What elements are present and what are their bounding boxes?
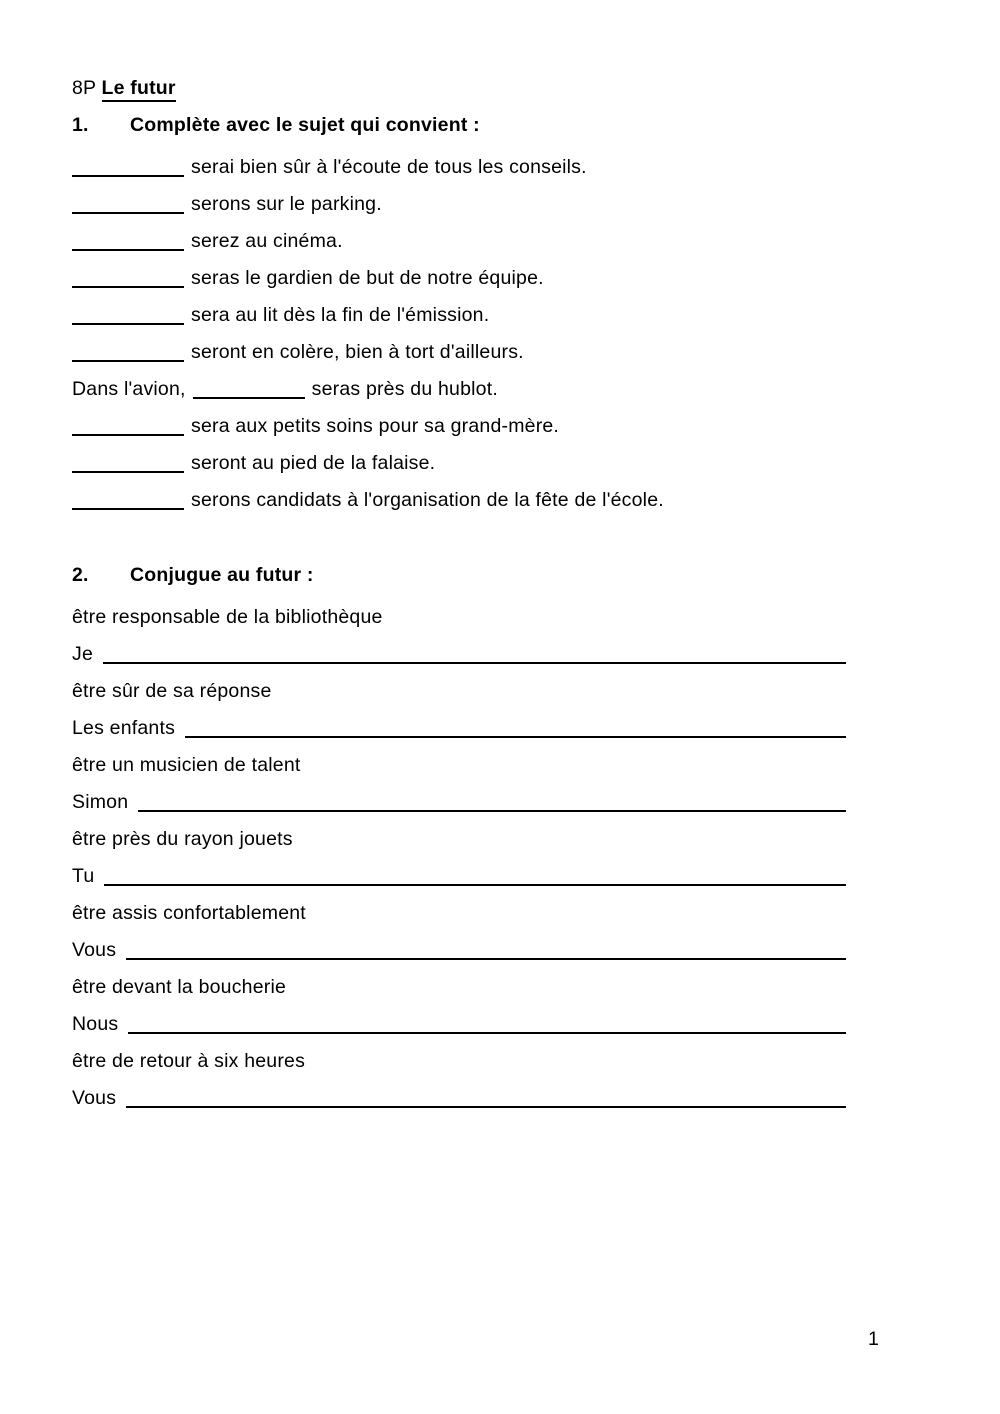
subject-label: Tu bbox=[72, 865, 95, 887]
fill-item bbox=[72, 489, 846, 512]
conjugation-line bbox=[72, 791, 846, 814]
exercise-1-number: 1. bbox=[72, 114, 89, 136]
answer-blank bbox=[72, 323, 184, 325]
subject-label: Les enfants bbox=[72, 717, 176, 739]
fill-item-text: serons sur le parking. bbox=[191, 193, 382, 215]
fill-item bbox=[72, 341, 846, 364]
answer-blank bbox=[72, 212, 184, 214]
answer-blank bbox=[72, 360, 184, 362]
fill-item-text: seras près du hublot. bbox=[311, 378, 498, 400]
exercise-1-heading bbox=[72, 114, 846, 137]
answer-line bbox=[104, 884, 846, 886]
conjugation-line bbox=[72, 865, 846, 888]
infinitive-phrase: être sûr de sa réponse bbox=[72, 680, 272, 702]
exercise-2-heading bbox=[72, 564, 846, 587]
conjugation-line bbox=[72, 1013, 846, 1036]
answer-line bbox=[138, 810, 846, 812]
answer-line bbox=[185, 736, 846, 738]
conjugation-line bbox=[72, 939, 846, 962]
page-number: 1 bbox=[868, 1328, 880, 1350]
infinitive-phrase: être assis confortablement bbox=[72, 902, 306, 924]
fill-item bbox=[72, 230, 846, 253]
infinitive-phrase: être de retour à six heures bbox=[72, 1050, 306, 1072]
fill-item-text: sera au lit dès la fin de l'émission. bbox=[191, 304, 490, 326]
fill-item-prefix: Dans l'avion, bbox=[72, 378, 186, 400]
conjugation-line bbox=[72, 717, 846, 740]
fill-item-text: serons candidats à l'organisation de la fête de l'école. bbox=[191, 489, 664, 511]
answer-line bbox=[126, 958, 846, 960]
answer-line bbox=[126, 1106, 846, 1108]
fill-item bbox=[72, 415, 846, 438]
fill-item-text: seras le gardien de but de notre équipe. bbox=[191, 267, 544, 289]
fill-item bbox=[72, 304, 846, 327]
exercise-2-title: Conjugue au futur : bbox=[130, 564, 314, 586]
subject-label: Simon bbox=[72, 791, 129, 813]
infinitive-phrase: être près du rayon jouets bbox=[72, 828, 293, 850]
answer-line bbox=[103, 662, 846, 664]
fill-item bbox=[72, 156, 846, 179]
answer-blank bbox=[72, 434, 184, 436]
answer-blank bbox=[193, 397, 305, 399]
subject-label: Vous bbox=[72, 1087, 117, 1109]
class-code: 8P bbox=[72, 77, 96, 99]
fill-item bbox=[72, 378, 846, 401]
fill-item-text: seront en colère, bien à tort d'ailleurs. bbox=[191, 341, 524, 363]
subject-label: Vous bbox=[72, 939, 117, 961]
answer-line bbox=[128, 1032, 846, 1034]
infinitive-phrase: être un musicien de talent bbox=[72, 754, 301, 776]
fill-item-text: serai bien sûr à l'écoute de tous les conseils. bbox=[191, 156, 587, 178]
document-header bbox=[72, 77, 846, 100]
exercise-1-title: Complète avec le sujet qui convient : bbox=[130, 114, 480, 136]
fill-item-text: sera aux petits soins pour sa grand-mère. bbox=[191, 415, 560, 437]
fill-item bbox=[72, 267, 846, 290]
infinitive-phrase: être devant la boucherie bbox=[72, 976, 287, 998]
answer-blank bbox=[72, 286, 184, 288]
exercise-2-number: 2. bbox=[72, 564, 89, 586]
infinitive-phrase: être responsable de la bibliothèque bbox=[72, 606, 383, 628]
answer-blank bbox=[72, 508, 184, 510]
subject-label: Je bbox=[72, 643, 93, 665]
document-title: Le futur bbox=[102, 77, 176, 102]
conjugation-line bbox=[72, 643, 846, 666]
answer-blank bbox=[72, 175, 184, 177]
worksheet-content bbox=[72, 77, 846, 1110]
answer-blank bbox=[72, 249, 184, 251]
fill-item-text: seront au pied de la falaise. bbox=[191, 452, 436, 474]
answer-blank bbox=[72, 471, 184, 473]
conjugation-line bbox=[72, 1087, 846, 1110]
subject-label: Nous bbox=[72, 1013, 119, 1035]
fill-item bbox=[72, 452, 846, 475]
fill-item-text: serez au cinéma. bbox=[191, 230, 343, 252]
fill-item bbox=[72, 193, 846, 216]
